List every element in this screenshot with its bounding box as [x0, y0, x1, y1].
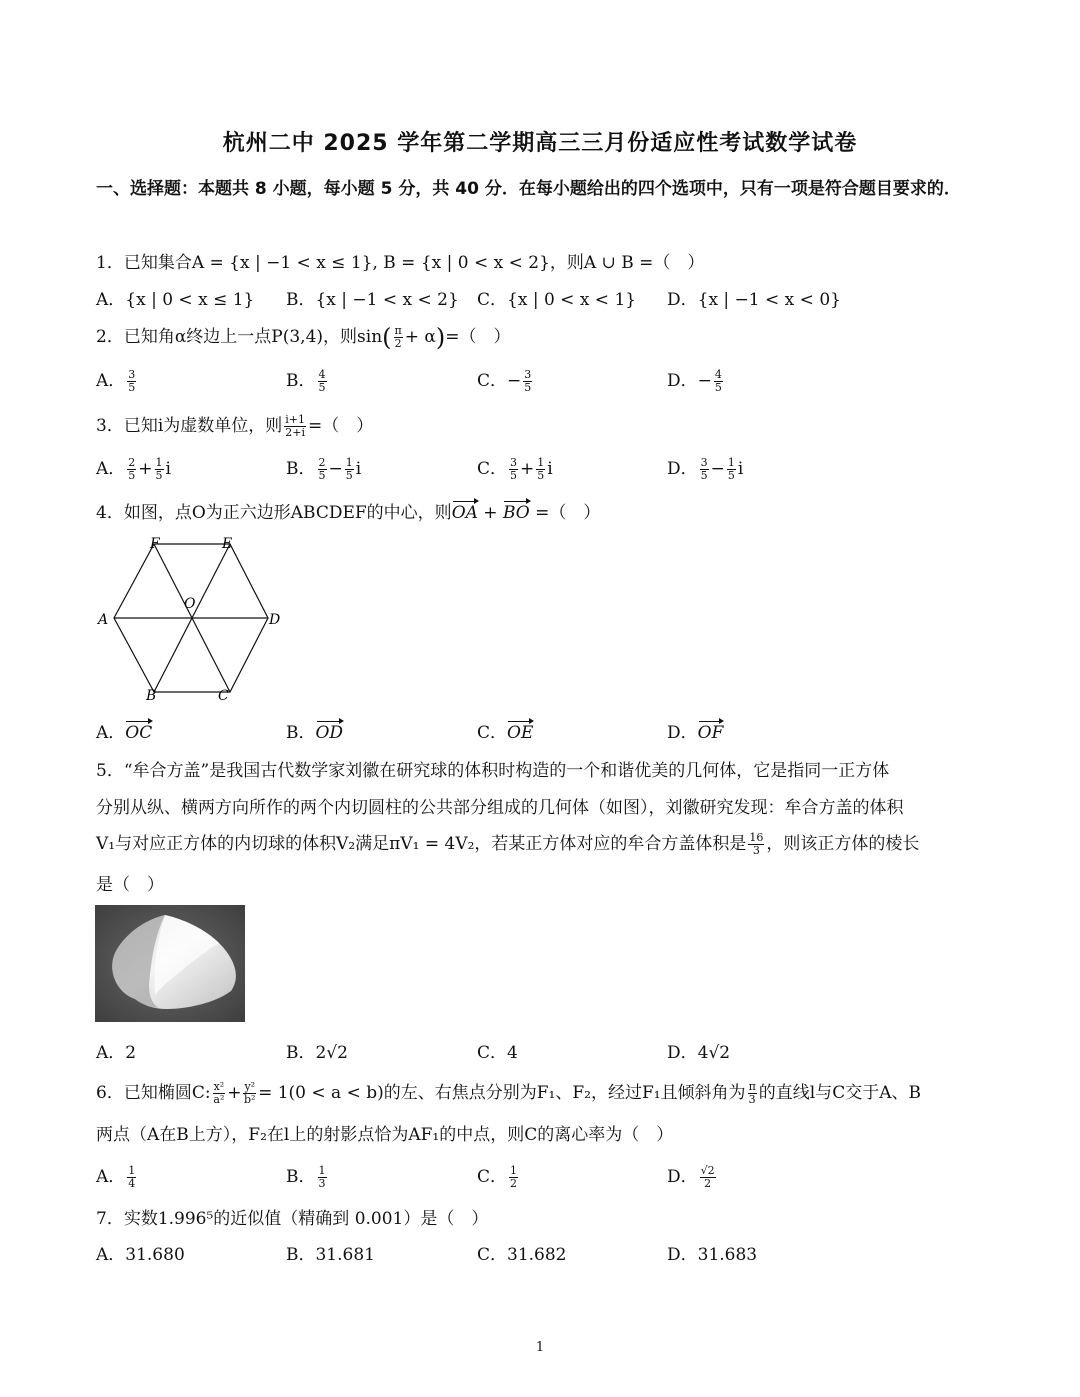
q6-option-b[interactable]: B． $\frac{1}{3}$: [286, 1164, 326, 1190]
question-2-stem: 2．已知角α终边上一点P(3,4)，则sin( $\frac{\pi}{2}$ + α)=（ ）: [96, 323, 511, 352]
question-5-line-2: 分别从纵、横两方向所作的两个内切圆柱的公共部分组成的几何体（如图），刘徽研究发现：牟合方盖的体积: [96, 798, 904, 818]
vector-bo: BO: [502, 503, 530, 523]
q7-option-d[interactable]: D．31.683: [667, 1245, 758, 1265]
page-number: 1: [535, 1340, 545, 1355]
q2-plus-alpha: + α: [404, 327, 436, 347]
label-f: F: [150, 536, 160, 552]
question-2-options: [96, 366, 988, 396]
question-4-options: [96, 718, 988, 748]
q2-stem-text: 2．已知角α终边上一点P(3,4)，则sin: [96, 327, 383, 347]
question-5-line-4: 是（ ）: [96, 875, 164, 895]
q4-option-b[interactable]: B．OD: [286, 723, 344, 743]
q6-option-c[interactable]: C． $\frac{1}{2}$: [477, 1164, 518, 1190]
question-1-stem: 1．已知集合A = {x | −1 < x ≤ 1}, B = {x | 0 < x < 2}，则A ∪ B =（ ）: [96, 253, 705, 273]
label-b: B: [146, 688, 157, 704]
question-5-options: [96, 1038, 988, 1068]
q3-option-b[interactable]: B． $\frac{2}{5}$ − $\frac{1}{5}$ i: [286, 456, 362, 482]
question-4-stem: [96, 498, 600, 523]
hexagon-figure: [96, 532, 286, 708]
q2-pi-over-2: $\frac{\pi}{2}$: [394, 324, 402, 350]
q5-option-c[interactable]: C．4: [477, 1043, 518, 1063]
q5-line-3-text: V₁与对应正方体的内切球的体积V₂满足πV₁ = 4V₂，若某正方体对应的牟合方盖体积是: [96, 834, 747, 854]
section-heading: 一、选择题：本题共 8 小题，每小题 5 分，共 40 分．在每小题给出的四个选项中，只有一项是符合题目要求的．: [96, 179, 961, 199]
question-5-line-3: [96, 829, 919, 857]
q2-option-d[interactable]: D．− $\frac{4}{5}$: [667, 368, 722, 394]
question-3-stem: [96, 411, 373, 439]
q4-stem-text: 4．如图，点O为正六边形ABCDEF的中心，则: [96, 503, 452, 523]
mouhefanggai-image: [95, 905, 245, 1022]
q1-option-b[interactable]: B．{x | −1 < x < 2}: [286, 290, 459, 310]
q3-option-c[interactable]: C． $\frac{3}{5}$ + $\frac{1}{5}$ i: [477, 456, 553, 482]
q3-option-d[interactable]: D． $\frac{3}{5}$ − $\frac{1}{5}$ i: [667, 456, 744, 482]
q6-x-fraction: $\frac{\text{x²}}{\text{a²}}$: [213, 1080, 225, 1106]
q3-stem-end: =（ ）: [308, 416, 374, 436]
q4-plus: +: [477, 503, 503, 523]
q5-option-d[interactable]: D．4√2: [667, 1043, 731, 1063]
question-6-line-2: 两点（A在B上方），F₂在l上的射影点恰为AF₁的中点，则C的离心率为（ ）: [96, 1125, 674, 1145]
q1-option-d[interactable]: D．{x | −1 < x < 0}: [667, 290, 841, 310]
q6-option-d[interactable]: D． $\frac{√2}{2}$: [667, 1164, 715, 1190]
q2-option-b[interactable]: B． $\frac{4}{5}$: [286, 368, 326, 394]
q7-option-c[interactable]: C．31.682: [477, 1245, 567, 1265]
q1-option-c[interactable]: C．{x | 0 < x < 1}: [477, 290, 637, 310]
q3-stem-text: 3．已知i为虚数单位，则: [96, 416, 283, 436]
q3-option-a[interactable]: A． $\frac{2}{5}$ + $\frac{1}{5}$ i: [96, 456, 171, 482]
q6-stem-middle: = 1(0 < a < b)的左、右焦点分别为F₁、F₂，经过F₁且倾斜角为: [258, 1083, 746, 1103]
question-7-stem: 7．实数1.996⁵的近似值（精确到 0.001）是（ ）: [96, 1209, 489, 1229]
q6-stem-text: 6．已知椭圆C:: [96, 1083, 211, 1103]
q2-option-c[interactable]: C．− $\frac{3}{5}$: [477, 368, 532, 394]
q2-stem-end: =（ ）: [445, 327, 511, 347]
question-1-options: [96, 285, 988, 315]
label-d: D: [269, 612, 281, 628]
q1-option-a[interactable]: A．{x | 0 < x ≤ 1}: [96, 290, 255, 310]
q4-option-a[interactable]: A．OC: [96, 723, 153, 743]
question-6-line-1: [96, 1078, 921, 1106]
q5-line-3-end: ，则该正方体的棱长: [766, 834, 920, 854]
q6-stem-end: 的直线l与C交于A、B: [758, 1083, 922, 1103]
label-c: C: [218, 688, 229, 704]
question-7-options: [96, 1240, 988, 1270]
question-5-line-1: 5．“牟合方盖”是我国古代数学家刘徽在研究球的体积时构造的一个和谐优美的几何体，它是指同一正方体: [96, 761, 890, 781]
q4-option-d[interactable]: D．OF: [667, 723, 724, 743]
label-e: E: [222, 536, 233, 552]
q7-option-b[interactable]: B．31.681: [286, 1245, 375, 1265]
q2-option-a[interactable]: A． $\frac{3}{5}$: [96, 368, 136, 394]
q5-option-b[interactable]: B．2√2: [286, 1043, 348, 1063]
label-o: O: [184, 596, 196, 612]
q5-volume-fraction: $\frac{16}{3}$: [749, 831, 764, 857]
label-a: A: [98, 612, 109, 628]
question-3-options: [96, 454, 988, 484]
vector-oa: OA: [451, 503, 478, 523]
q4-stem-end: =（ ）: [529, 503, 601, 523]
q6-plus: +: [227, 1083, 242, 1103]
q6-option-a[interactable]: A． $\frac{1}{4}$: [96, 1164, 136, 1190]
q7-option-a[interactable]: A．31.680: [96, 1245, 185, 1265]
question-6-options: [96, 1162, 988, 1192]
q3-fraction: $\frac{i+1}{2+i}$: [285, 413, 305, 439]
q4-option-c[interactable]: C．OE: [477, 723, 534, 743]
q6-angle-fraction: $\frac{\pi}{3}$: [748, 1080, 756, 1106]
page-title: 杭州二中 2025 学年第二学期高三三月份适应性考试数学试卷: [222, 131, 858, 156]
q5-option-a[interactable]: A．2: [96, 1043, 137, 1063]
q6-y-fraction: $\frac{\text{y²}}{\text{b²}}$: [244, 1080, 256, 1106]
